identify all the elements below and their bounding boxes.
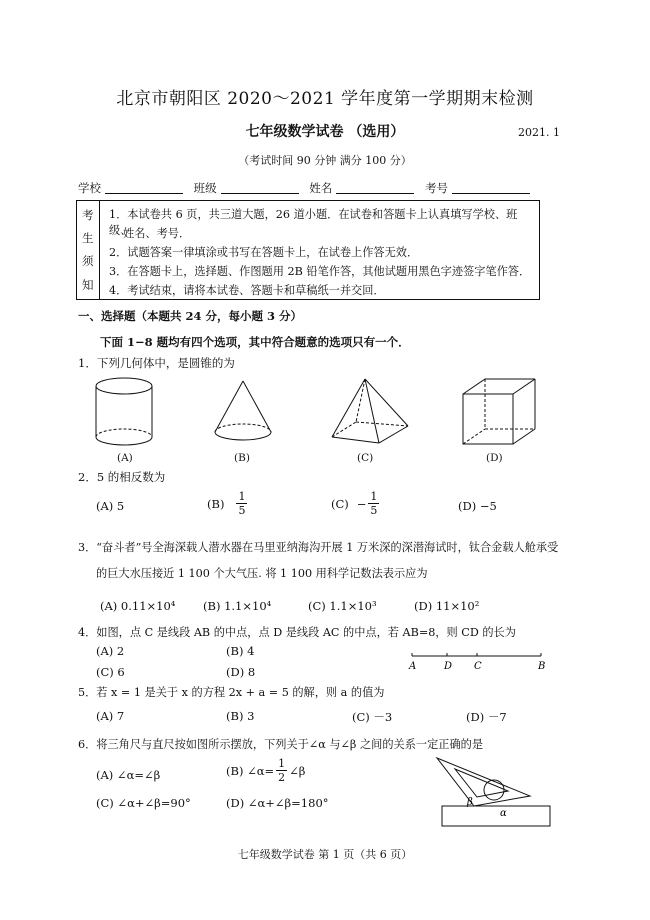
q5-option-d: (D) －7 [466, 710, 507, 724]
notice-line: 姓名、考号． [123, 227, 191, 240]
notice-box [76, 200, 540, 300]
ruler-shape [442, 806, 550, 826]
q4-option-d: (D) 8 [226, 665, 256, 679]
section-intro: 下面 1−8 题均有四个选项，其中符合题意的选项只有一个． [100, 335, 410, 349]
student-info-fields [78, 180, 537, 196]
q6-option-a: (A) ∠α=∠β [96, 768, 161, 782]
question-5-stem: 5．若 x = 1 是关于 x 的方程 2x + a = 5 的解，则 a 的值为 [78, 686, 385, 699]
cone-shape [215, 381, 271, 440]
fraction-denominator: 5 [370, 504, 378, 517]
minus-sign: − [356, 496, 367, 511]
notice-side-char: 考 [82, 208, 94, 222]
notice-side-char: 须 [82, 254, 94, 268]
q6-triangle-ruler-figure [430, 752, 555, 830]
q2-b-fraction [236, 490, 247, 517]
cylinder-shape [96, 378, 152, 445]
q4-option-a: (A) 2 [96, 644, 125, 658]
q1-option-c-label: (C) [357, 452, 374, 464]
school-label: 学校 [78, 181, 101, 195]
class-field[interactable] [194, 180, 299, 196]
beta-label: β [467, 797, 473, 808]
point-c-label: C [474, 661, 482, 672]
school-field[interactable] [78, 180, 183, 196]
pyramid-shape [332, 379, 408, 443]
notice-side [77, 201, 100, 299]
fraction-numerator: 1 [370, 490, 378, 503]
q1-option-d-label: (D) [486, 452, 503, 464]
point-b-label: B [538, 661, 546, 672]
q2-option-b [207, 490, 247, 517]
notice-side-char: 知 [82, 278, 94, 292]
school-blank[interactable] [105, 181, 183, 194]
fraction-numerator: 1 [278, 757, 286, 770]
question-2-stem: 2．5 的相反数为 [78, 470, 166, 484]
question-3-line-2: 的巨大水压接近 1 100 个大气压. 将 1 100 用科学记数法表示应为 [96, 567, 428, 580]
q5-option-a: (A) 7 [96, 709, 125, 723]
page-footer: 七年级数学试卷 第 1 页（共 6 页） [237, 848, 413, 861]
q1-option-b-label: (B) [234, 452, 250, 464]
q6-b-fraction [276, 757, 287, 784]
q2-option-b-label: (B) [207, 496, 225, 511]
fraction-denominator: 2 [278, 771, 286, 784]
q1-solids-figure [80, 376, 560, 446]
q6-option-b [226, 757, 305, 784]
name-label: 姓名 [309, 181, 333, 195]
triangle-hole [484, 780, 504, 800]
page-subtitle: 七年级数学试卷 （选用） [245, 124, 405, 140]
point-d-label: D [444, 661, 453, 672]
question-4-stem: 4．如图，点 C 是线段 AB 的中点，点 D 是线段 AC 的中点，若 AB=8，则 CD 的长为 [78, 626, 516, 639]
notice-line: 1．本试卷共 6 页，共三道大题，26 道小题．在试卷和答题卡上认真填写学校、班级、 [109, 208, 518, 237]
exam-info: （考试时间 90 分钟 满分 100 分） [238, 154, 412, 167]
cube-shape [463, 379, 535, 444]
q3-option-c: (C) 1.1×10³ [308, 599, 377, 613]
q1-option-a-label: (A) [117, 452, 133, 464]
q3-option-b: (B) 1.1×10⁴ [203, 599, 272, 613]
notice-side-char: 生 [82, 231, 94, 245]
q3-option-d: (D) 11×10² [414, 599, 480, 613]
q4-segment-figure [405, 648, 550, 672]
q2-option-a: (A) 5 [96, 499, 125, 513]
point-a-label: A [409, 661, 417, 672]
q5-option-c: (C) －3 [352, 710, 393, 724]
class-blank[interactable] [221, 181, 299, 194]
name-field[interactable] [309, 180, 414, 196]
page-title: 北京市朝阳区 2020～2021 学年度第一学期期末检测 [116, 89, 534, 109]
q5-option-b: (B) 3 [226, 709, 255, 723]
exam-no-blank[interactable] [452, 181, 530, 194]
question-3-line-1: 3．“奋斗者”号全海深载人潜水器在马里亚纳海沟开展 1 万米深的深潜海试时，钛合金载人舱承受 [78, 541, 559, 554]
name-blank[interactable] [336, 181, 414, 194]
q6-option-b-label: (B) ∠α= [226, 763, 275, 778]
q6-option-c: (C) ∠α+∠β=90° [96, 796, 191, 810]
question-6-stem: 6．将三角尺与直尺按如图所示摆放，下列关于∠α 与∠β 之间的关系一定正确的是 [78, 738, 484, 751]
triangle-inner-edge [455, 769, 508, 797]
triangle-ruler-shape [437, 758, 530, 806]
q2-option-c [331, 490, 379, 517]
notice-line: 2．试题答案一律填涂或书写在答题卡上，在试卷上作答无效． [109, 246, 419, 259]
q3-option-a: (A) 0.11×10⁴ [100, 599, 176, 613]
q6-option-b-tail: ∠β [289, 763, 306, 778]
q6-option-d: (D) ∠α+∠β=180° [226, 796, 329, 810]
notice-line: 4．考试结束，请将本试卷、答题卡和草稿纸一并交回． [109, 284, 385, 297]
notice-line: 3．在答题卡上，选择题、作图题用 2B 铅笔作答，其他试题用黑色字迹签字笔作答． [109, 265, 531, 278]
q2-option-d: (D) −5 [458, 499, 497, 513]
exam-no-label: 考号 [424, 181, 448, 195]
q2-option-c-label: (C) [331, 496, 349, 511]
exam-date: 2021. 1 [518, 126, 560, 139]
q4-option-c: (C) 6 [96, 665, 125, 679]
class-label: 班级 [193, 181, 217, 195]
section-title: 一、选择题（本题共 24 分，每小题 3 分） [78, 309, 303, 323]
fraction-numerator: 1 [238, 490, 246, 503]
exam-no-field[interactable] [425, 180, 530, 196]
question-1-stem: 1．下列几何体中，是圆锥的为 [78, 356, 235, 370]
q4-option-b: (B) 4 [226, 644, 255, 658]
fraction-denominator: 5 [238, 504, 246, 517]
q2-c-fraction [368, 490, 379, 517]
alpha-label: α [500, 808, 507, 819]
